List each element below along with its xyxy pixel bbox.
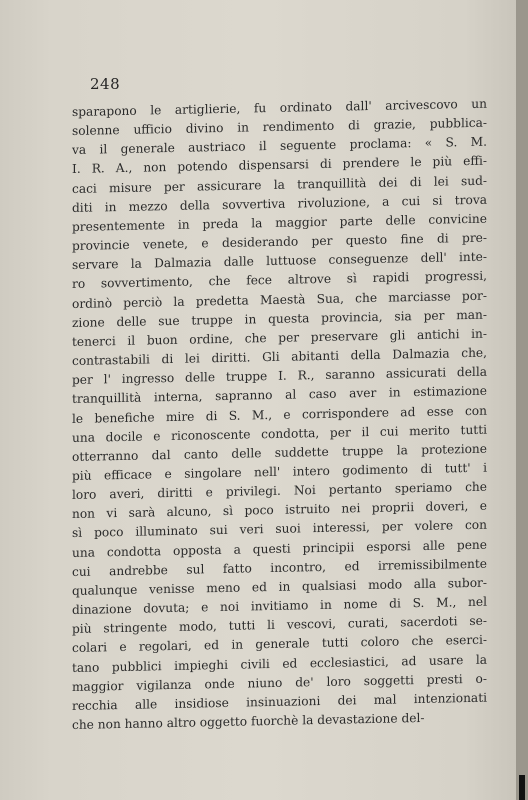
text-line: I. R. A., non potendo dispensarsi di prendere le più effi- xyxy=(72,154,487,177)
text-line: non vi sarà alcuno, sì poco istruito nei proprii doveri, e xyxy=(72,498,487,522)
text-line: loro averi, diritti e privilegi. Noi pertanto speriamo che xyxy=(72,479,487,503)
text-line: le benefiche mire di S. M., e corrispondere ad esse con xyxy=(72,403,487,426)
text-line: ordinò perciò la predetta Maestà Sua, che marciasse por- xyxy=(72,288,487,311)
text-line: va il generale austriaco il seguente proclama: « S. M. xyxy=(72,134,487,158)
text-line: per l' ingresso delle truppe I. R., saranno assicurati della xyxy=(72,364,487,388)
text-line: sì poco illuminato sui veri suoi interessi, per volere con xyxy=(72,518,487,541)
text-line: caci misure per assicurare la tranquillità dei di lei sud- xyxy=(72,173,487,196)
page-number: 248 xyxy=(90,75,121,93)
text-line: ro sovvertimento, che fece altrove sì rapidi progressi, xyxy=(72,269,487,292)
text-line: una docile e riconoscente condotta, per il cui merito tutti xyxy=(72,422,487,445)
text-line: servare la Dalmazia dalle luttuose conseguenze dell' inte- xyxy=(72,249,487,273)
text-line: maggior vigilanza onde niuno de' loro soggetti presti o- xyxy=(72,671,487,694)
text-line: dinazione dovuta; e noi invitiamo in nome di S. M., nel xyxy=(72,594,487,618)
text-line: più efficace e singolare nell' intero godimento di tutt' i xyxy=(72,460,487,483)
text-line: qualunque venisse meno ed in qualsiasi modo alla subor- xyxy=(72,575,487,598)
text-line: che non hanno altro oggetto fuorchè la devastazione del- xyxy=(72,710,425,732)
text-line: più stringente modo, tutti li vescovi, curati, sacerdoti se- xyxy=(72,613,487,637)
page-edge xyxy=(516,0,528,800)
text-line: solenne ufficio divino in rendimento di grazie, pubblica- xyxy=(72,115,487,139)
text-line: presentemente in preda la maggior parte delle convicine xyxy=(72,211,487,234)
body-text xyxy=(72,96,487,735)
text-line: diti in mezzo della sovvertiva rivoluzione, a cui si trova xyxy=(72,192,487,215)
text-line: contrastabili di lei diritti. Gli abitanti della Dalmazia che, xyxy=(72,345,487,369)
text-line: cui andrebbe sul fatto incontro, ed irremissibilmente xyxy=(72,556,487,579)
text-line: tenerci il buon ordine, che per preservare gli antichi in- xyxy=(72,326,487,349)
text-line: provincie venete, e desiderando per questo fine di pre- xyxy=(72,230,487,254)
text-line: tano pubblici impieghi civili ed ecclesiastici, ad usare la xyxy=(72,652,487,675)
text-line: recchia alle insidiose insinuazioni dei mal intenzionati xyxy=(72,690,487,713)
text-line: colari e regolari, ed in generale tutti coloro che eserci- xyxy=(72,633,487,656)
text-line: una condotta opposta a questi principii esporsi alle pene xyxy=(72,537,487,560)
text-line: tranquillità interna, sapranno al caso aver in estimazione xyxy=(72,384,487,407)
text-line: sparарono le artiglierie, fu ordinato dall' arcivescovo un xyxy=(72,96,487,119)
text-line: zione delle sue truppe in questa provincia, sia per man- xyxy=(72,307,487,330)
text-line: otterranno dal canto delle suddette truppe la protezione xyxy=(72,441,487,464)
scan-edge-mark xyxy=(519,775,525,800)
